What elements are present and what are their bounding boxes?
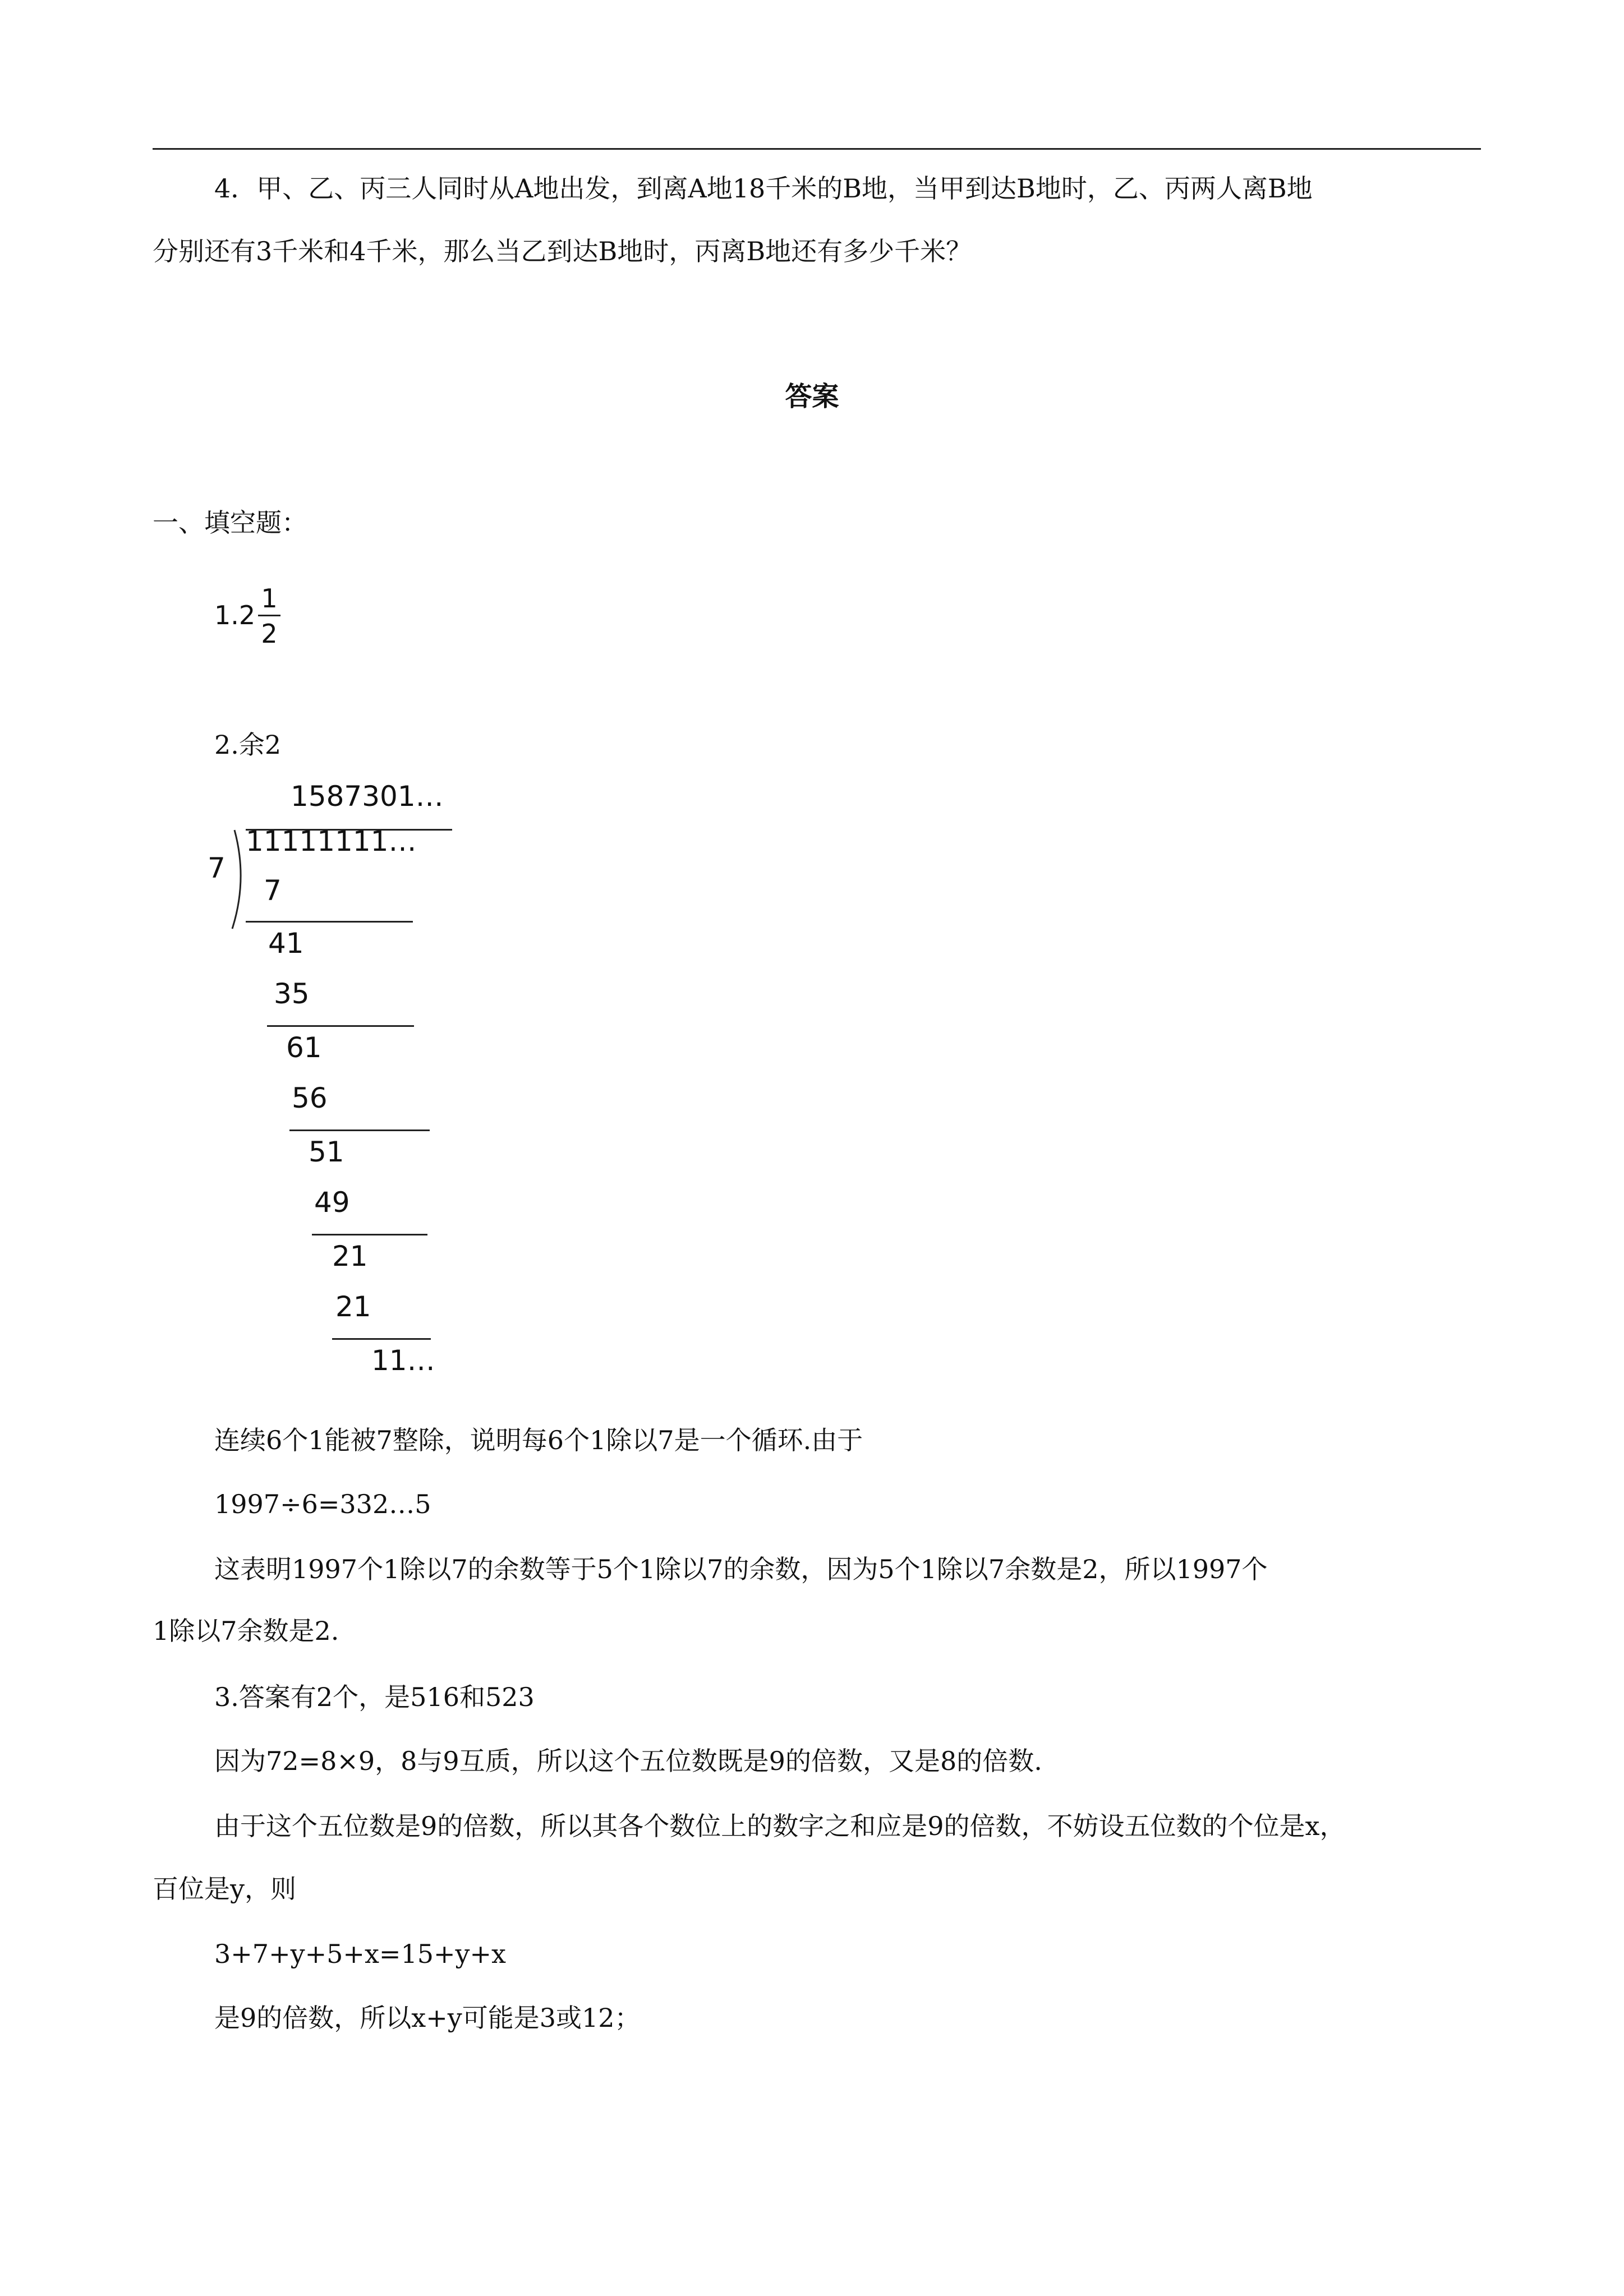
division-step: 49 bbox=[314, 1186, 350, 1219]
division-divisor: 7 bbox=[208, 852, 226, 884]
answer-3-line-2: 由于这个五位数是9的倍数，所以其各个数位上的数字之和应是9的倍数，不妨设五位数的个位是x， bbox=[214, 1811, 1346, 1841]
division-step: 41 bbox=[268, 927, 304, 960]
answer-3-line-1: 因为72=8×9，8与9互质，所以这个五位数既是9的倍数，又是8的倍数. bbox=[214, 1746, 1042, 1776]
answer-2-formula: 1997÷6=332…5 bbox=[214, 1489, 431, 1519]
division-step: 61 bbox=[286, 1031, 322, 1064]
question-4-line-2: 分别还有3千米和4千米，那么当乙到达B地时，丙离B地还有多少千米？ bbox=[153, 236, 972, 266]
question-4-line-1: 4．甲、乙、丙三人同时从A地出发，到离A地18千米的B地，当甲到达B地时，乙、丙两人离B地 bbox=[214, 173, 1313, 204]
answer-1-whole: 1.2 bbox=[214, 600, 256, 630]
division-step: 21 bbox=[332, 1240, 368, 1273]
division-dividend: 11111111… bbox=[246, 825, 417, 857]
division-step-rule bbox=[312, 1234, 427, 1235]
answer-3-line-4: 是9的倍数，所以x+y可能是3或12； bbox=[214, 2003, 641, 2033]
answer-1-fraction bbox=[258, 583, 280, 649]
answer-2-label: 2.余2 bbox=[214, 730, 282, 760]
answer-2-explanation-1: 连续6个1能被7整除，说明每6个1除以7是一个循环.由于 bbox=[214, 1425, 863, 1455]
long-division bbox=[208, 780, 460, 1396]
header-rule bbox=[153, 148, 1481, 150]
section-1-heading: 一、填空题： bbox=[153, 508, 307, 538]
answer-2-explanation-3: 1除以7余数是2. bbox=[153, 1616, 339, 1646]
division-step: 11… bbox=[371, 1344, 435, 1377]
division-step: 56 bbox=[292, 1082, 328, 1114]
fraction-numerator: 1 bbox=[261, 583, 278, 614]
division-quotient: 1587301… bbox=[291, 780, 444, 813]
division-step-rule bbox=[246, 921, 413, 923]
answer-2-explanation-2: 这表明1997个1除以7的余数等于5个1除以7的余数，因为5个1除以7余数是2，所以1997个 bbox=[214, 1554, 1268, 1584]
division-step-rule bbox=[332, 1338, 431, 1340]
division-step: 7 bbox=[264, 874, 282, 907]
fraction-denominator: 2 bbox=[261, 619, 278, 649]
division-step-rule bbox=[289, 1129, 430, 1131]
answer-3-label: 3.答案有2个，是516和523 bbox=[214, 1682, 535, 1712]
division-step-rule bbox=[267, 1025, 414, 1027]
answer-3-formula: 3+7+y+5+x=15+y+x bbox=[214, 1939, 506, 1969]
answers-title: 答案 bbox=[785, 381, 839, 412]
fraction-bar bbox=[258, 615, 280, 616]
division-step: 51 bbox=[309, 1136, 344, 1168]
answer-3-line-3: 百位是y，则 bbox=[153, 1874, 296, 1904]
division-step: 21 bbox=[335, 1290, 371, 1323]
division-step: 35 bbox=[274, 978, 310, 1010]
